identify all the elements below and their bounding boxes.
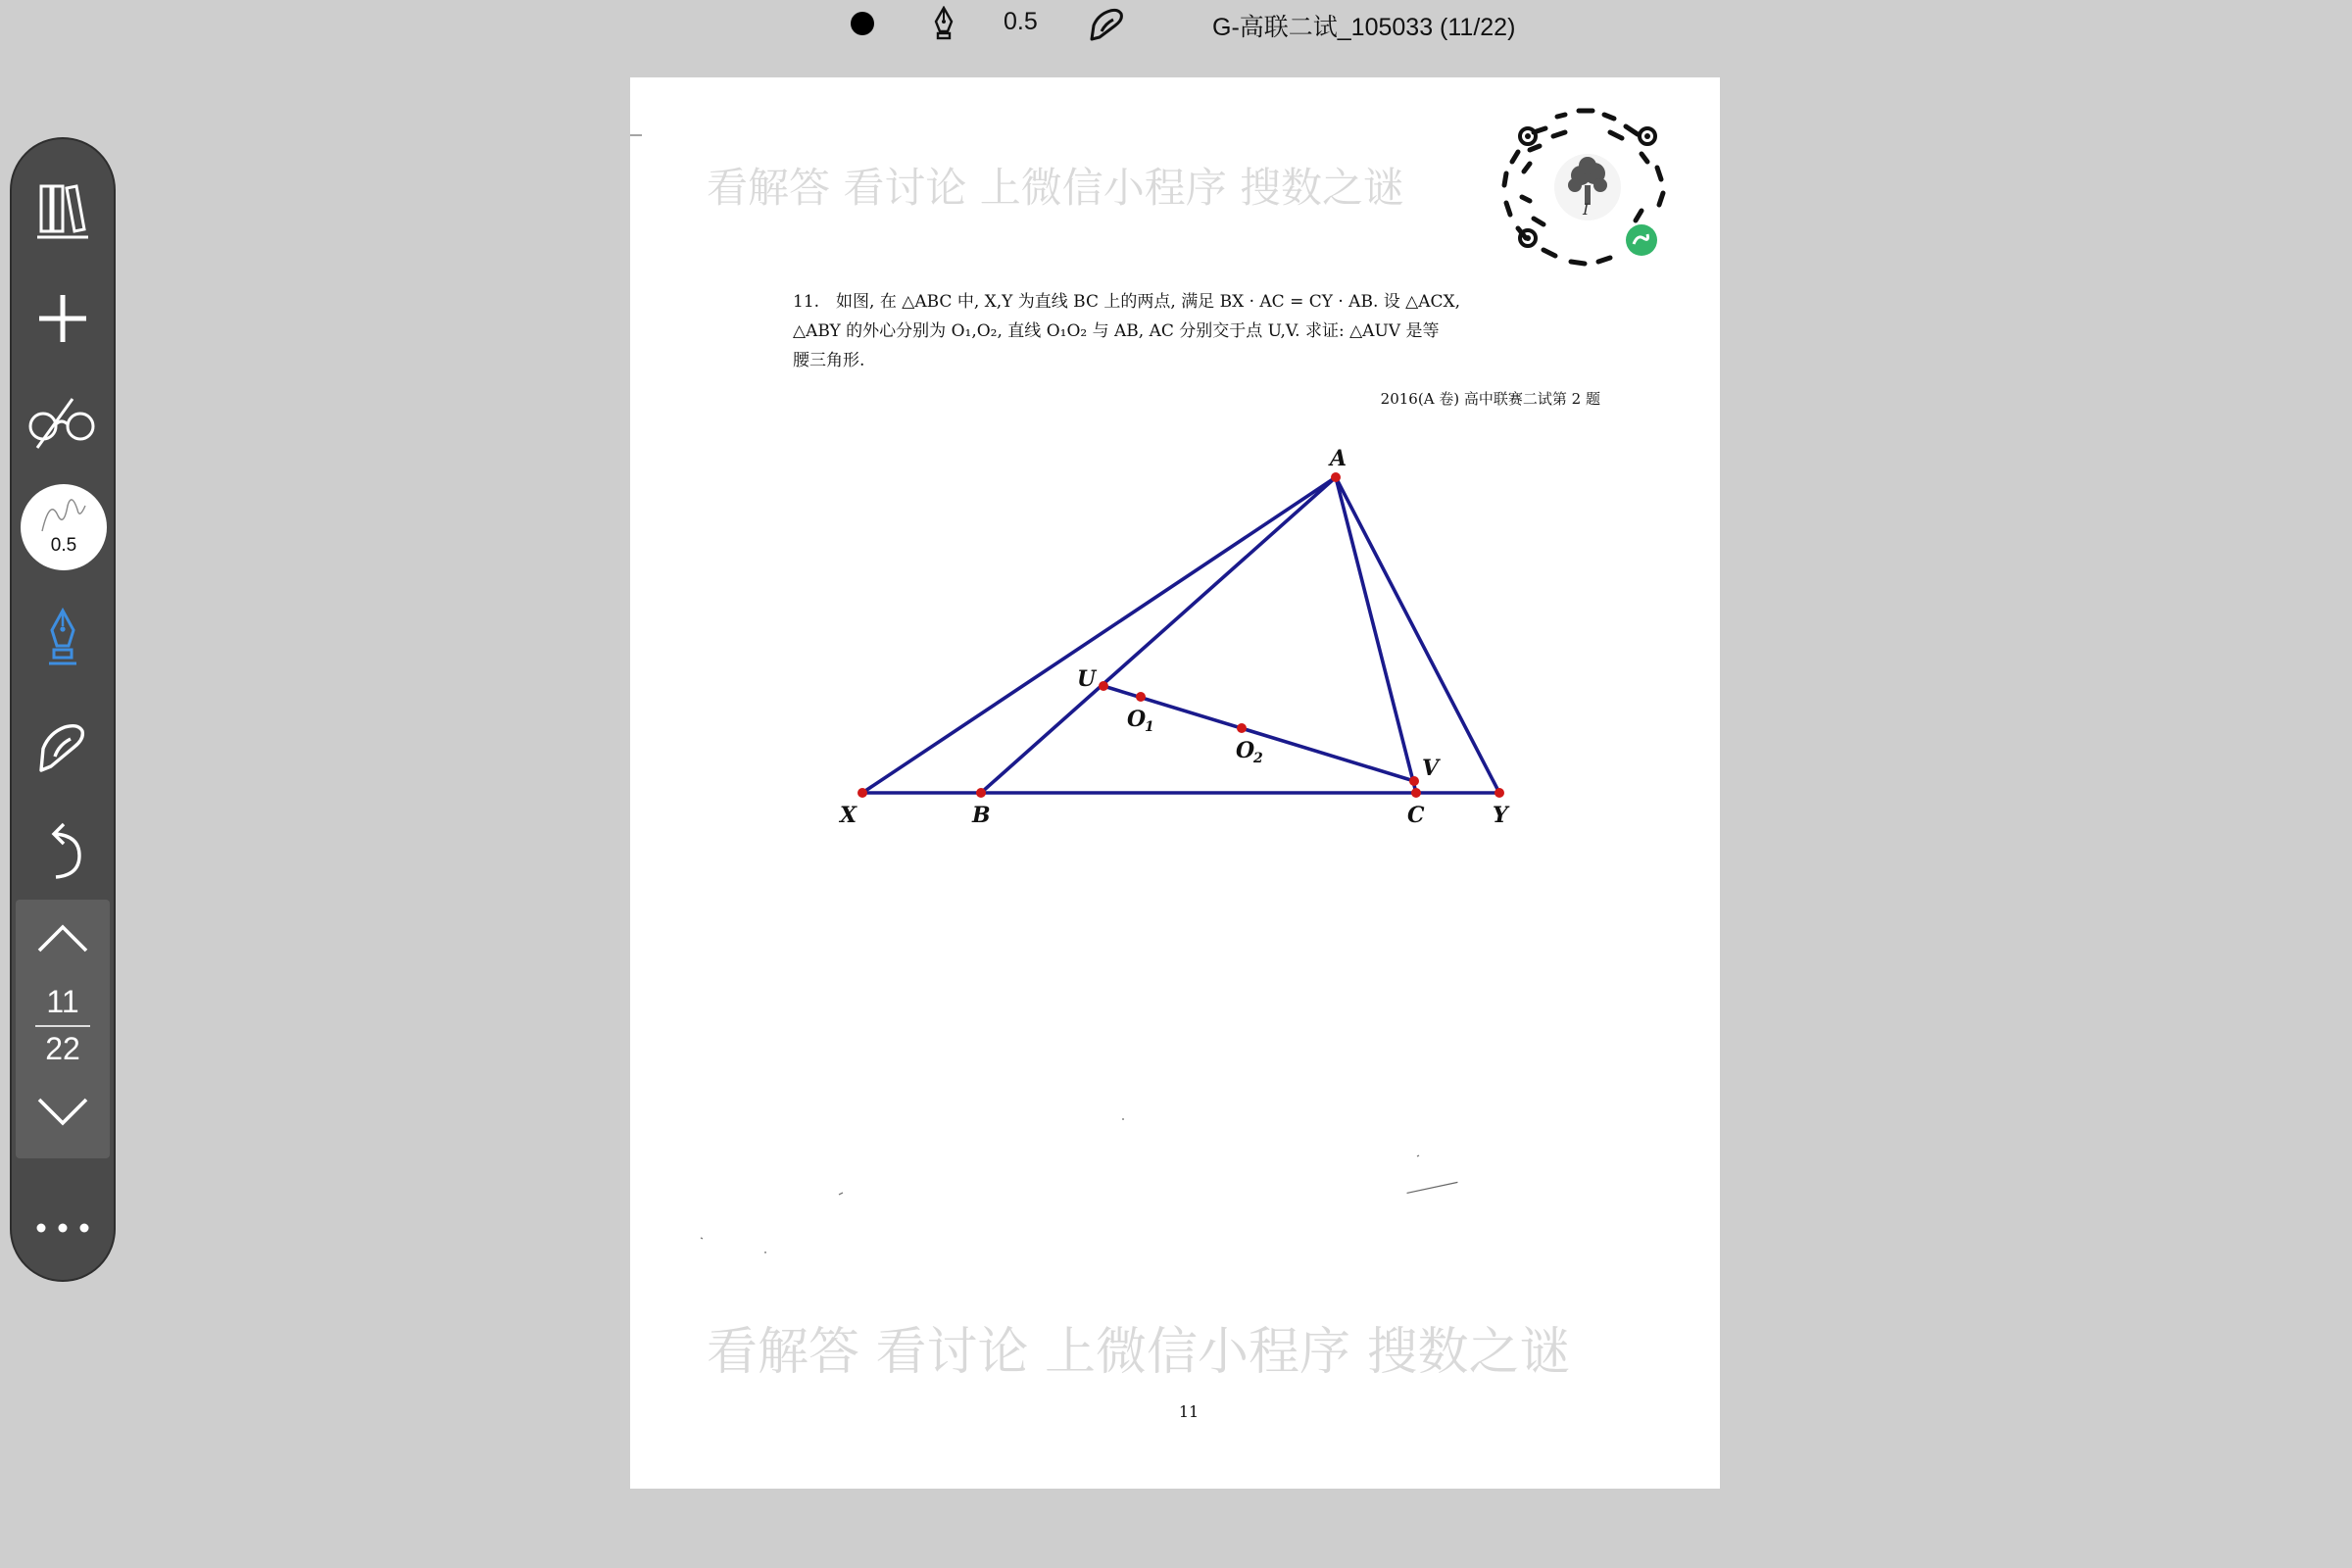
library-icon[interactable] xyxy=(12,176,114,245)
signature-stroke-icon xyxy=(21,484,107,543)
label-a: A xyxy=(1330,446,1348,471)
left-toolbar xyxy=(10,137,116,1282)
watermark-top: 看解答 看讨论 上微信小程序 搜数之谜 xyxy=(707,164,1405,212)
top-toolbar xyxy=(0,0,2352,47)
problem-line-3: 腰三角形. xyxy=(793,351,865,370)
page-number: 11 xyxy=(1178,1402,1200,1421)
pen-width-value: 0.5 xyxy=(50,535,77,556)
segment-ay xyxy=(1336,477,1499,793)
add-icon[interactable] xyxy=(12,284,114,353)
handwriting-icon[interactable] xyxy=(1086,4,1129,43)
label-o1-subscript: 1 xyxy=(1145,719,1154,735)
pen-width-chip[interactable] xyxy=(21,484,107,570)
watermark-bottom: 看解答 看讨论 上微信小程序 搜数之谜 xyxy=(707,1323,1571,1382)
page-up-icon[interactable] xyxy=(35,921,90,956)
undo-icon[interactable] xyxy=(12,815,114,890)
page-divider xyxy=(35,1025,90,1027)
label-v: V xyxy=(1422,756,1440,781)
total-pages: 22 xyxy=(45,1031,80,1066)
handwriting-icon[interactable] xyxy=(12,708,114,782)
point-o1 xyxy=(1136,692,1146,702)
color-dot-icon[interactable] xyxy=(851,12,874,35)
pdf-page[interactable] xyxy=(630,77,1720,1489)
point-b xyxy=(976,788,986,798)
point-a xyxy=(1331,472,1341,482)
problem-line-1: 11. 如图, 在 △ABC 中, X,Y 为直线 BC 上的两点, 满足 BX · AC = CY · AB. 设 △ACX, xyxy=(793,292,1461,312)
current-page: 11 xyxy=(46,984,79,1019)
label-o2-subscript: 2 xyxy=(1253,751,1263,766)
label-b: B xyxy=(972,803,991,828)
segment-ab xyxy=(981,477,1336,793)
label-u: U xyxy=(1077,666,1097,692)
point-c xyxy=(1411,788,1421,798)
label-x: X xyxy=(840,803,858,828)
problem-line-2: △ABY 的外心分别为 O₁,O₂, 直线 O₁O₂ 与 AB, AC 分别交于点 U,V. 求证: △AUV 是等 xyxy=(793,321,1440,341)
scan-marks xyxy=(630,135,1457,1252)
more-icon[interactable] xyxy=(12,1203,114,1252)
segment-ac xyxy=(1336,477,1416,793)
glasses-icon[interactable] xyxy=(12,388,114,457)
point-o2 xyxy=(1237,723,1247,733)
label-o2: O xyxy=(1236,738,1255,763)
stroke-width-value[interactable]: 0.5 xyxy=(1004,8,1038,35)
point-u xyxy=(1099,681,1108,691)
geometry-figure xyxy=(630,77,1720,1489)
svg-text:I: I xyxy=(1583,200,1590,219)
label-c: C xyxy=(1407,803,1425,828)
point-v xyxy=(1409,776,1419,786)
page-navigator xyxy=(16,900,110,1158)
point-x xyxy=(858,788,867,798)
segment-ax xyxy=(862,477,1336,793)
figure-points xyxy=(858,472,1504,798)
problem-source: 2016(A 卷) 高中联赛二试第 2 题 xyxy=(1380,390,1600,408)
point-y xyxy=(1494,788,1504,798)
document-title: G-高联二试_105033 (11/22) xyxy=(1212,14,1516,41)
fountain-pen-icon[interactable] xyxy=(929,6,958,41)
label-o1: O xyxy=(1127,707,1147,732)
page-down-icon[interactable] xyxy=(35,1094,90,1129)
label-y: Y xyxy=(1493,803,1508,828)
fountain-pen-icon[interactable] xyxy=(12,600,114,674)
